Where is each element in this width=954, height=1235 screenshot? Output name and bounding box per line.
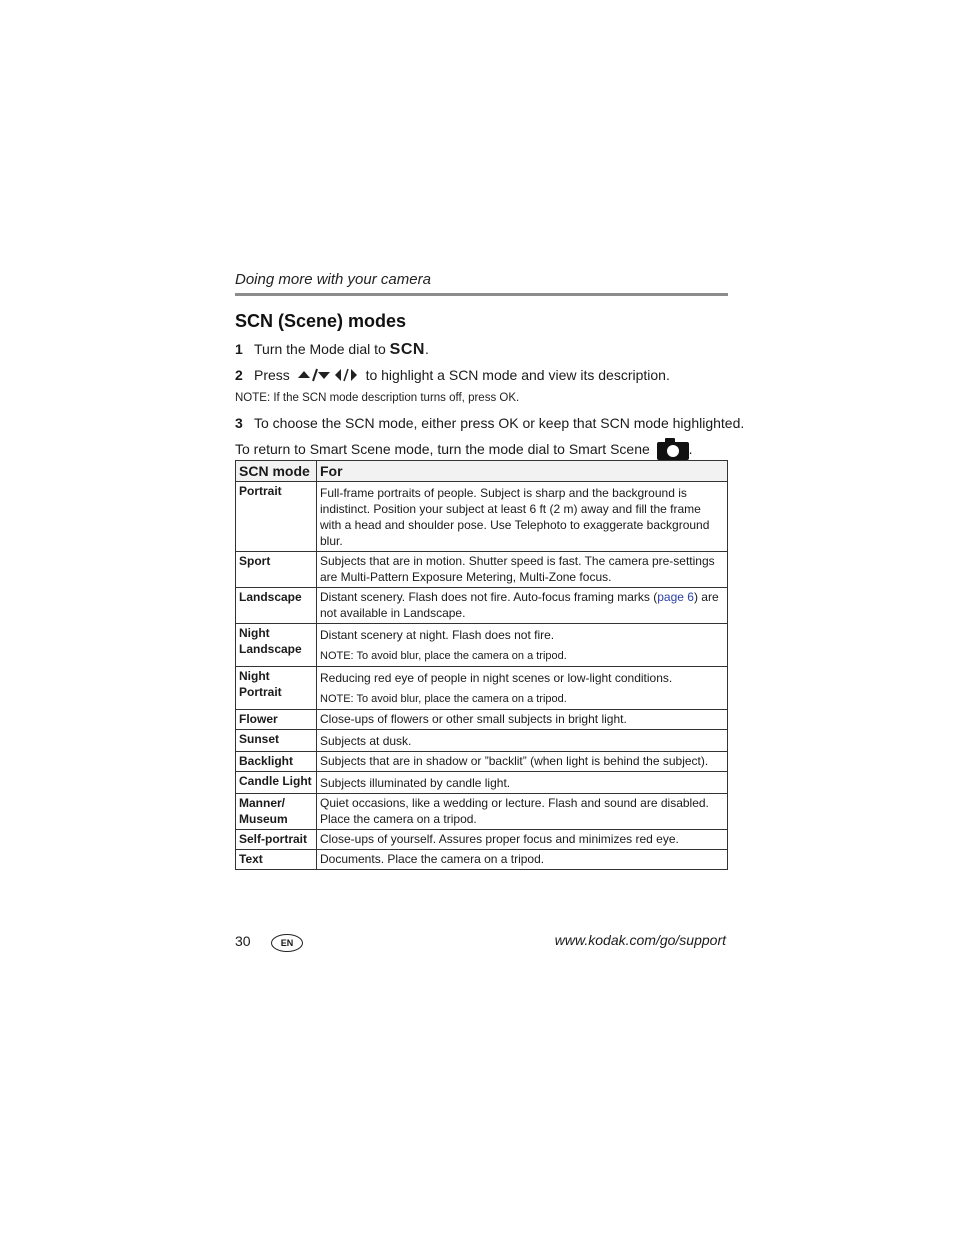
mode-name: Manner/ Museum: [236, 794, 317, 830]
return-instruction: [235, 438, 693, 460]
mode-description: [317, 772, 728, 794]
mode-name: Sport: [236, 552, 317, 588]
header-rule: [235, 293, 728, 296]
support-url[interactable]: www.kodak.com/go/support: [554, 932, 726, 948]
cell-note: NOTE: To avoid blur, place the camera on a tripod.: [320, 693, 567, 705]
step-2: [235, 367, 670, 383]
table-row: [236, 794, 728, 830]
step-number: 1: [235, 341, 243, 357]
mode-description: [317, 588, 728, 624]
mode-description: Documents. Place the camera on a tripod.: [317, 850, 728, 870]
running-head: Doing more with your camera: [235, 271, 431, 288]
description-text: Full-frame portraits of people. Subject is sharp and the background is indistinct. Position your subject at least 6 ft (2 m) away and fill the frame with a head and shoulder pose. Use Telephoto to exaggerate background blur.: [320, 486, 710, 548]
column-header-mode: SCN mode: [236, 461, 317, 482]
table-row: [236, 552, 728, 588]
mode-name: Self-portrait: [236, 830, 317, 850]
arrow-buttons-icon: [296, 367, 360, 383]
mode-description: Close-ups of flowers or other small subjects in bright light.: [317, 710, 728, 730]
mode-description: [317, 624, 728, 667]
step-text-end: to highlight a SCN mode and view its description.: [365, 367, 670, 383]
mode-description: Close-ups of yourself. Assures proper focus and minimizes red eye.: [317, 830, 728, 850]
step-text-end: .: [424, 341, 429, 357]
mode-description: Subjects that are in motion. Shutter speed is fast. The camera pre-settings are Multi-Pattern Exposure Metering, Multi-Zone focus.: [317, 552, 728, 588]
mode-name: Portrait: [236, 482, 317, 552]
scn-dial-icon: SCN: [389, 341, 425, 358]
mode-name: Night Portrait: [236, 667, 317, 710]
page-link[interactable]: page 6: [657, 590, 694, 604]
return-text-end: .: [688, 441, 693, 457]
table-row: [236, 710, 728, 730]
mode-description: Subjects that are in shadow or ”backlit” (when light is behind the subject).: [317, 752, 728, 772]
mode-name: Backlight: [236, 752, 317, 772]
table-row: [236, 482, 728, 552]
table-row: [236, 772, 728, 794]
description-text: Distant scenery. Flash does not fire. Auto-focus framing marks (: [320, 590, 658, 604]
mode-name: Landscape: [236, 588, 317, 624]
table-row: [236, 667, 728, 710]
page-number: 30: [235, 933, 251, 949]
mode-name: Flower: [236, 710, 317, 730]
step-1: [235, 341, 429, 359]
language-badge: EN: [271, 934, 303, 952]
table-header-row: [236, 461, 728, 482]
table-row: [236, 624, 728, 667]
mode-description: [317, 482, 728, 552]
mode-name: Text: [236, 850, 317, 870]
description-text: Subjects illuminated by candle light.: [320, 776, 511, 790]
step-text: To choose the SCN mode, either press OK or keep that SCN mode highlighted.: [254, 415, 745, 431]
step-text: Turn the Mode dial to: [254, 341, 386, 357]
mode-name: Sunset: [236, 730, 317, 752]
cell-note: NOTE: To avoid blur, place the camera on a tripod.: [320, 650, 567, 662]
mode-description: [317, 730, 728, 752]
column-header-for: For: [317, 461, 728, 482]
table-row: [236, 730, 728, 752]
table-row: [236, 752, 728, 772]
description-text-end: ) are not available in Landscape.: [320, 590, 719, 620]
mode-name: Night Landscape: [236, 624, 317, 667]
description-text: Subjects at dusk.: [320, 734, 412, 748]
section-title: SCN (Scene) modes: [235, 311, 407, 331]
description-text: Reducing red eye of people in night scenes or low-light conditions.: [320, 671, 673, 685]
step-3: [235, 415, 744, 431]
step-number: 2: [235, 367, 243, 383]
step-text: Press: [254, 367, 290, 383]
return-text: To return to Smart Scene mode, turn the mode dial to Smart Scene: [235, 441, 650, 457]
mode-name: Candle Light: [236, 772, 317, 794]
camera-icon: [657, 438, 689, 460]
table-row: [236, 588, 728, 624]
step-number: 3: [235, 415, 243, 431]
scn-modes-table: [235, 460, 728, 870]
table-row: [236, 850, 728, 870]
mode-description: [317, 667, 728, 710]
note: NOTE: If the SCN mode description turns off, press OK.: [235, 392, 520, 404]
mode-description: Quiet occasions, like a wedding or lecture. Flash and sound are disabled. Place the camera on a tripod.: [317, 794, 728, 830]
description-text: Distant scenery at night. Flash does not fire.: [320, 628, 555, 642]
table-row: [236, 830, 728, 850]
